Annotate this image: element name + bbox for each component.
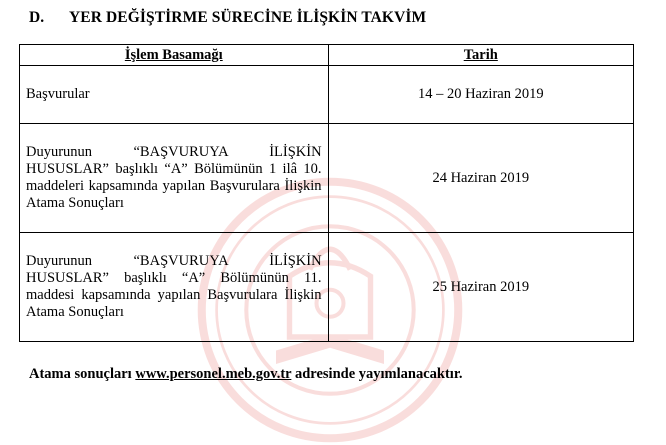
footer-text-before: Atama sonuçları — [29, 366, 136, 382]
row-step: Başvurular — [20, 66, 329, 124]
row-date: 14 – 20 Haziran 2019 — [328, 66, 633, 124]
header-date: Tarih — [328, 45, 633, 66]
table-header-row — [20, 45, 634, 66]
footer-text-after: adresinde yayımlanacaktır. — [291, 366, 463, 382]
table-row — [20, 66, 634, 124]
section-heading — [29, 9, 426, 27]
table-row — [20, 233, 634, 342]
row-step: Duyurunun “BAŞVURUYA İLİŞKİN HUSUSLAR” başlıklı “A” Bölümünün 1 ilâ 10. maddeleri kapsamında yapılan Başvurulara İlişkin Atama Sonuçları — [20, 124, 329, 233]
row-date: 24 Haziran 2019 — [328, 124, 633, 233]
section-title: YER DEĞİŞTİRME SÜRECİNE İLİŞKİN TAKVİM — [69, 9, 427, 26]
row-date: 25 Haziran 2019 — [328, 233, 633, 342]
schedule-table — [19, 44, 634, 342]
footer-note — [29, 366, 463, 383]
section-letter: D. — [29, 9, 45, 26]
row-step: Duyurunun “BAŞVURUYA İLİŞKİN HUSUSLAR” başlıklı “A” Bölümünün 11. maddesi kapsamında yapılan Başvurulara İlişkin Atama Sonuçları — [20, 233, 329, 342]
table-row — [20, 124, 634, 233]
personel-link[interactable]: www.personel.meb.gov.tr — [135, 366, 292, 382]
header-step: İşlem Basamağı — [20, 45, 329, 66]
